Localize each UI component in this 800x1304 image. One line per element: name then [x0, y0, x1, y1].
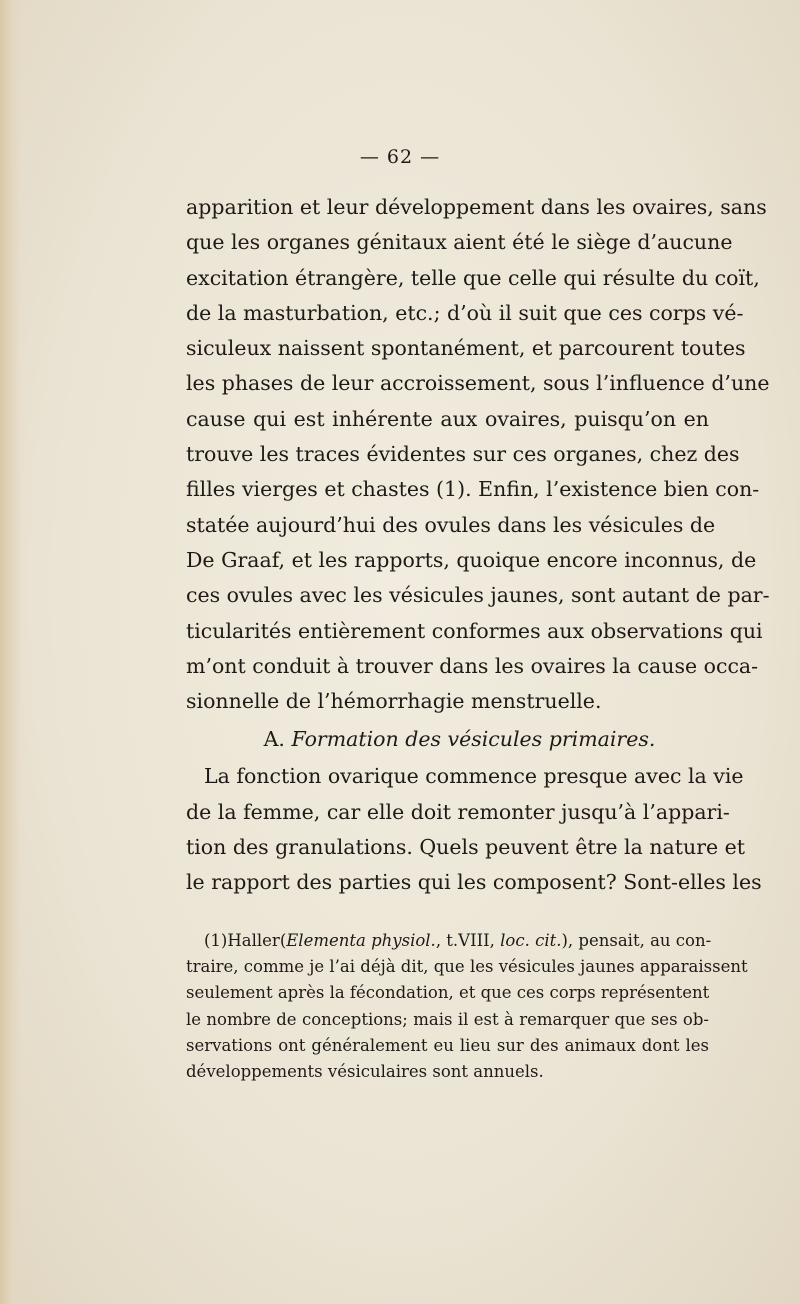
- section-letter: A.: [263, 727, 285, 752]
- page-number: — 62 —: [359, 146, 441, 168]
- text-line: m’ont conduit à trouver dans les ovaires la cause occa-: [186, 653, 759, 678]
- section-title: Formation des vésicules primaires.: [291, 727, 656, 752]
- footnote-author: Haller: [227, 931, 280, 950]
- text-line: de la femme, car elle doit remonter jusqu’à l’appari-: [186, 799, 730, 824]
- footnote-rest: ), pensait, au con-: [561, 931, 712, 950]
- text-line: le rapport des parties qui les composent? Sont-elles les: [186, 870, 762, 895]
- text-line: sionnelle de l’hémorrhagie menstruelle.: [186, 689, 602, 714]
- page-edge-shadow: [0, 0, 22, 1304]
- text-line: les phases de leur accroissement, sous l’influence d’une: [186, 371, 770, 396]
- text-line: statée aujourd’hui des ovules dans les vésicules de: [186, 512, 716, 537]
- footnote-ref: loc. cit.: [500, 931, 562, 950]
- text-line: cause qui est inhérente aux ovaires, puisqu’on en: [186, 406, 709, 431]
- text-line: tion des granulations. Quels peuvent être la nature et: [186, 835, 746, 860]
- footnote-paren: (: [279, 931, 287, 950]
- footnote-marker: (1): [204, 931, 228, 950]
- footnote: [186, 928, 748, 1085]
- text-line: De Graaf, et les rapports, quoique encore inconnus, de: [186, 547, 757, 572]
- text-line: excitation étrangère, telle que celle qui résulte du coït,: [186, 265, 760, 290]
- text-line: apparition et leur développement dans les ovaires, sans: [186, 195, 767, 219]
- text-line: La fonction ovarique commence presque avec la vie: [204, 764, 744, 789]
- footnote-line: servations ont généralement eu lieu sur des animaux dont les: [186, 1035, 709, 1055]
- text-line: trouve les traces évidentes sur ces organes, chez des: [186, 442, 740, 467]
- footnote-line: traire, comme je l’ai déjà dit, que les vésicules jaunes apparaissent: [186, 957, 748, 977]
- paragraph-2: [186, 759, 762, 900]
- paragraph-1: [186, 190, 770, 719]
- text-line: ces ovules avec les vésicules jaunes, sont autant de par-: [186, 583, 770, 608]
- text-line: de la masturbation, etc.; d’où il suit que ces corps vé-: [186, 300, 744, 325]
- text-line: filles vierges et chastes (1). Enfin, l’existence bien con-: [186, 477, 760, 502]
- text-line: siculeux naissent spontanément, et parcourent toutes: [186, 336, 746, 361]
- footnote-work: Elementa physiol.: [286, 931, 436, 950]
- section-heading: [186, 719, 709, 759]
- footnote-volume: , t.VIII,: [435, 931, 501, 950]
- text-line: que les organes génitaux aient été le siège d’aucune: [186, 230, 733, 255]
- footnote-line: le nombre de conceptions; mais il est à remarquer que ses ob-: [186, 1009, 709, 1029]
- text-line: ticularités entièrement conformes aux observations qui: [186, 618, 763, 643]
- footnote-line: [186, 928, 712, 954]
- footnote-line: seulement après la fécondation, et que ces corps représentent: [186, 983, 710, 1003]
- main-text: [186, 190, 770, 901]
- footnote-line: développements vésiculaires sont annuels.: [186, 1061, 544, 1081]
